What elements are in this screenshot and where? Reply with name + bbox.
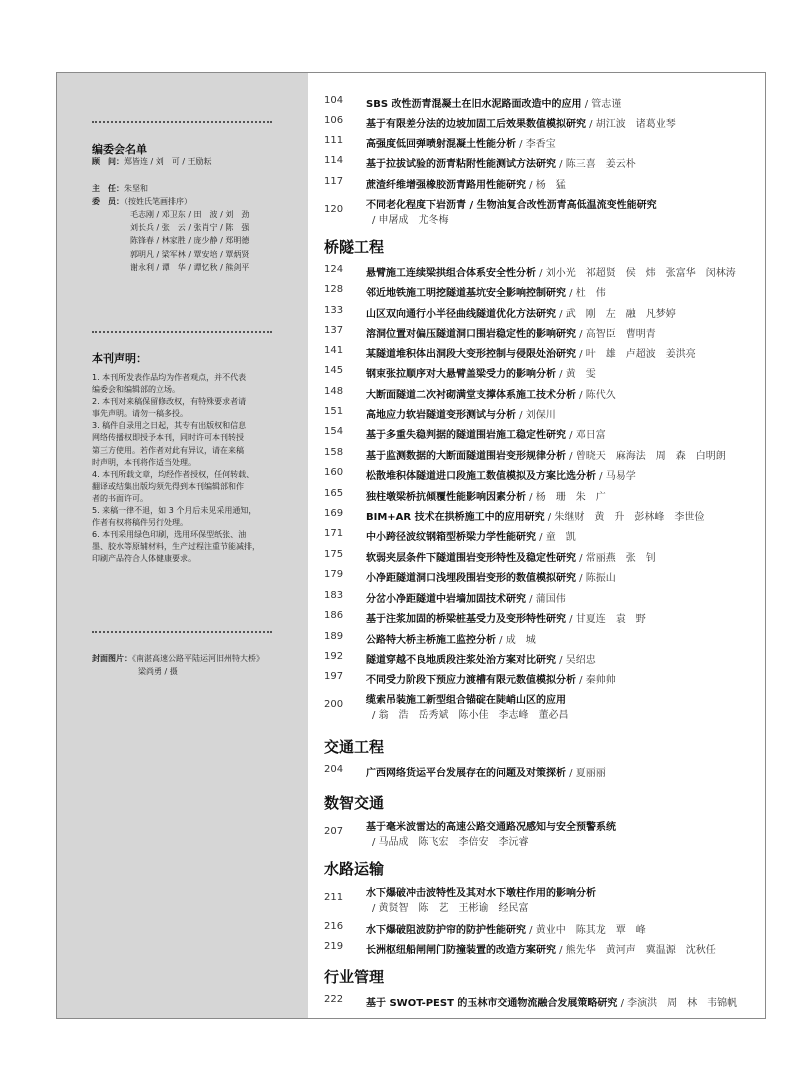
article-title: 高地应力软岩隧道变形测试与分析 bbox=[366, 410, 516, 421]
cover-credit: 梁尚勇 / 摄 bbox=[138, 667, 178, 676]
page-number: 104 bbox=[324, 95, 344, 106]
page-number: 192 bbox=[324, 651, 344, 662]
page-number: 171 bbox=[324, 528, 344, 539]
page-number: 124 bbox=[324, 264, 344, 275]
article-authors: / 熊先华 黄河声 冀温源 沈秋任 bbox=[556, 945, 716, 956]
page-number: 204 bbox=[324, 764, 344, 775]
members-label: 委 员： bbox=[92, 197, 124, 206]
page-number: 137 bbox=[324, 325, 344, 336]
page-number: 175 bbox=[324, 549, 344, 560]
director-line bbox=[92, 183, 148, 195]
declaration-line: 2. 本刊对来稿保留修改权，有特殊要求者请 bbox=[92, 397, 247, 407]
article-authors: / 管志谨 bbox=[581, 99, 622, 110]
page-number: 158 bbox=[324, 447, 344, 458]
page-number: 211 bbox=[324, 892, 344, 903]
page-number: 183 bbox=[324, 590, 344, 601]
members-note: （按姓氏笔画排序） bbox=[124, 197, 192, 206]
article-title: 基于毫米波雷达的高速公路交通路况感知与安全预警系统 bbox=[366, 822, 616, 833]
article-authors: / 陈代久 bbox=[576, 390, 616, 401]
article-title: 独柱墩梁桥抗倾覆性能影响因素分析 bbox=[366, 492, 526, 503]
article-authors: / 刘小光 祁超贤 侯 炜 张富华 闵林涛 bbox=[536, 268, 736, 279]
declaration-line: 5. 来稿一律不退，如 3 个月后未见采用通知， bbox=[92, 506, 257, 516]
article-title: 悬臂施工连续梁拱组合体系安全性分析 bbox=[366, 268, 536, 279]
article-authors: / 甘夏连 袁 野 bbox=[566, 614, 646, 625]
section-heading: 交通工程 bbox=[324, 738, 385, 756]
article-authors: / 陈振山 bbox=[576, 573, 616, 584]
advisor-line bbox=[92, 156, 212, 168]
article-title: 长洲枢纽船闸闸门防撞装置的改造方案研究 bbox=[366, 945, 556, 956]
page-number: 111 bbox=[324, 135, 344, 146]
article-authors: / 叶 雄 卢超波 姜洪亮 bbox=[576, 349, 696, 360]
article-title: 缆索吊装施工新型组合锚碇在陡峭山区的应用 bbox=[366, 695, 566, 706]
page-number: 160 bbox=[324, 467, 344, 478]
declaration-line: 者的书面许可。 bbox=[92, 493, 148, 503]
declaration-line: 事先声明。请勿一稿多投。 bbox=[92, 409, 188, 419]
divider-dots bbox=[92, 121, 272, 123]
director-label: 主 任： bbox=[92, 184, 124, 193]
article-authors: / 成 城 bbox=[496, 635, 536, 646]
page-number: 148 bbox=[324, 386, 344, 397]
article-title: 软弱夹层条件下隧道围岩变形特性及稳定性研究 bbox=[366, 553, 576, 564]
article-authors: / 胡江波 诸葛业琴 bbox=[586, 119, 676, 130]
article-authors: / 朱继财 黄 升 彭林峰 李世俭 bbox=[544, 512, 705, 523]
page-number: 133 bbox=[324, 305, 344, 316]
declaration-line: 墨、胶水等原辅材料，生产过程注重节能减排， bbox=[92, 542, 260, 552]
article-title: 基于 SWOT-PEST 的玉林市交通物流融合发展策略研究 bbox=[366, 998, 618, 1009]
article-title: 基于注浆加固的桥梁桩基受力及变形特性研究 bbox=[366, 614, 566, 625]
page-number: 200 bbox=[324, 699, 344, 710]
members-row: 毛志刚 / 邓卫东 / 田 波 / 刘 劲 bbox=[130, 210, 250, 219]
page-number: 114 bbox=[324, 155, 344, 166]
cover-label: 封面图片： bbox=[92, 654, 132, 663]
article-authors: / 吴绍忠 bbox=[556, 655, 596, 666]
declaration-title: 本刊声明： bbox=[92, 352, 147, 365]
article-title: BIM+AR 技术在拱桥施工中的应用研究 bbox=[366, 512, 545, 523]
article-title: 隧道穿越不良地质段注浆处治方案对比研究 bbox=[366, 655, 556, 666]
article-authors: / 马品成 陈飞宏 李倍安 李沅睿 bbox=[372, 837, 529, 848]
declaration-line: 翻译或结集出版均须先得到本刊编辑部和作 bbox=[92, 481, 244, 491]
section-heading: 数智交通 bbox=[324, 794, 385, 812]
cover-credit-block bbox=[92, 652, 264, 678]
page-number: 106 bbox=[324, 115, 344, 126]
director-name: 朱坚和 bbox=[124, 184, 148, 193]
article-title: 基于拉拔试验的沥青粘附性能测试方法研究 bbox=[366, 159, 556, 170]
article-title: 某隧道堆积体出洞段大变形控制与侵限处治研究 bbox=[366, 349, 576, 360]
article-title: 基于有限差分法的边坡加固工后效果数值模拟研究 bbox=[366, 119, 586, 130]
declaration-line: 第三方使用。若作者对此有异议，请在来稿 bbox=[92, 445, 244, 455]
page-number: 151 bbox=[324, 406, 344, 417]
article-title: 不同受力阶段下预应力渡槽有限元数值模拟分析 bbox=[366, 675, 576, 686]
page-number: 141 bbox=[324, 345, 344, 356]
page-number: 117 bbox=[324, 176, 344, 187]
cover-line bbox=[92, 652, 264, 665]
page-number: 219 bbox=[324, 941, 344, 952]
article-title: SBS 改性沥青混凝土在旧水泥路面改造中的应用 bbox=[366, 99, 582, 110]
article-title: 公路特大桥主桥施工监控分析 bbox=[366, 635, 496, 646]
declaration-line: 网络传播权即授予本刊，同时许可本刊转授 bbox=[92, 433, 244, 443]
article-authors: / 李香宝 bbox=[516, 139, 556, 150]
declaration-line: 时声明，本刊将作适当处理。 bbox=[92, 457, 196, 467]
article-title: 中小跨径波纹钢箱型桥梁力学性能研究 bbox=[366, 532, 536, 543]
article-authors: / 秦帅帅 bbox=[576, 675, 616, 686]
article-authors: / 黄业中 陈其龙 覃 峰 bbox=[526, 925, 646, 936]
members-row: 陈锋春 / 林家胜 / 庞少静 / 郑明德 bbox=[130, 236, 250, 245]
page-number: 128 bbox=[324, 284, 344, 295]
page-number: 216 bbox=[324, 921, 344, 932]
article-title: 分岔小净距隧道中岩墙加固技术研究 bbox=[366, 594, 526, 605]
article-authors: / 曾晓天 麻海法 周 森 白明朗 bbox=[566, 451, 726, 462]
declaration-line: 编委会和编辑部的立场。 bbox=[92, 385, 180, 395]
members-row: 刘长兵 / 张 云 / 张肖宁 / 陈 强 bbox=[130, 223, 250, 232]
article-title: 基于多重失稳判据的隧道围岩施工稳定性研究 bbox=[366, 430, 566, 441]
section-heading: 水路运输 bbox=[324, 860, 385, 878]
divider-dots bbox=[92, 331, 272, 333]
article-title: 基于监测数据的大断面隧道围岩变形规律分析 bbox=[366, 451, 566, 462]
declaration-line: 作者有权将稿件另行处理。 bbox=[92, 518, 188, 528]
page-number: 154 bbox=[324, 426, 344, 437]
article-authors: / 杨 珊 朱 广 bbox=[526, 492, 606, 503]
members-row: 郭明凡 / 梁军林 / 覃安培 / 覃炳贤 bbox=[130, 250, 250, 259]
article-authors: / 申屠成 尤冬梅 bbox=[372, 215, 449, 226]
page-number: 179 bbox=[324, 569, 344, 580]
article-authors: / 刘保川 bbox=[516, 410, 556, 421]
article-authors: / 黄贤智 陈 艺 王彬谕 经民富 bbox=[372, 903, 529, 914]
declaration-line: 印刷产品符合人体健康要求。 bbox=[92, 554, 196, 564]
article-title: 大断面隧道二次衬砌满堂支撑体系施工技术分析 bbox=[366, 390, 576, 401]
article-title: 小净距隧道洞口浅埋段围岩变形的数值模拟研究 bbox=[366, 573, 576, 584]
article-authors: / 黄 雯 bbox=[556, 369, 596, 380]
article-title: 钢束张拉顺序对大悬臂盖梁受力的影响分析 bbox=[366, 369, 556, 380]
article-authors: / 夏丽丽 bbox=[566, 768, 606, 779]
article-authors: / 李演洪 周 林 韦锦帆 bbox=[617, 998, 738, 1009]
section-heading: 行业管理 bbox=[324, 968, 385, 986]
article-authors: / 陈三喜 姜云朴 bbox=[556, 159, 636, 170]
page-number: 189 bbox=[324, 631, 344, 642]
article-authors: / 邓日富 bbox=[566, 430, 606, 441]
page-number: 197 bbox=[324, 671, 344, 682]
advisor-label: 顾 问： bbox=[92, 157, 124, 166]
members-row: 谢永利 / 谭 华 / 谭忆秋 / 熊剑平 bbox=[130, 263, 250, 272]
article-title: 水下爆破阻波防护帘的防护性能研究 bbox=[366, 925, 526, 936]
section-heading: 桥隧工程 bbox=[324, 238, 385, 256]
article-title: 广西网络货运平台发展存在的问题及对策探析 bbox=[366, 768, 566, 779]
article-title: 不同老化程度下岩沥青 / 生物油复合改性沥青高低温流变性能研究 bbox=[366, 200, 657, 211]
advisor-names: 郑皆连 / 刘 可 / 王励耘 bbox=[124, 157, 212, 166]
article-authors: / 杨 猛 bbox=[526, 180, 566, 191]
page-number: 186 bbox=[324, 610, 344, 621]
article-title: 邻近地铁施工明挖隧道基坑安全影响控制研究 bbox=[366, 288, 566, 299]
article-authors: / 马易学 bbox=[596, 471, 636, 482]
editorial-board-title: 编委会名单 bbox=[92, 143, 147, 156]
declaration-line: 6. 本刊采用绿色印刷，选用环保型纸张、油 bbox=[92, 530, 247, 540]
article-title: 高强度低回弹喷射混凝土性能分析 bbox=[366, 139, 516, 150]
page-number: 145 bbox=[324, 365, 344, 376]
article-title: 溶洞位置对偏压隧道洞口围岩稳定性的影响研究 bbox=[366, 329, 576, 340]
page-number: 169 bbox=[324, 508, 344, 519]
article-authors: / 常丽燕 张 钊 bbox=[576, 553, 656, 564]
article-authors: / 武 刚 左 融 凡梦婷 bbox=[556, 309, 676, 320]
article-authors: / 高智臣 曹明青 bbox=[576, 329, 656, 340]
members-line bbox=[92, 196, 192, 208]
article-title: 蔗渣纤维增强橡胶沥青路用性能研究 bbox=[366, 180, 526, 191]
declaration-line: 4. 本刊所载文章，均经作者授权，任何转载、 bbox=[92, 469, 255, 479]
divider-dots bbox=[92, 631, 272, 633]
article-authors: / 蒲国伟 bbox=[526, 594, 566, 605]
cover-title: 《南湛高速公路平陆运河旧州特大桥》 bbox=[132, 654, 264, 663]
article-title: 水下爆破冲击波特性及其对水下墩柱作用的影响分析 bbox=[366, 888, 596, 899]
page-number: 222 bbox=[324, 994, 344, 1005]
declaration-text bbox=[92, 372, 274, 566]
page-number: 120 bbox=[324, 204, 344, 215]
article-title: 松散堆积体隧道进口段施工数值模拟及方案比选分析 bbox=[366, 471, 596, 482]
article-authors: / 童 凯 bbox=[536, 532, 576, 543]
declaration-line: 3. 稿件自录用之日起，其专有出版权和信息 bbox=[92, 421, 247, 431]
declaration-line: 1. 本刊所发表作品均为作者观点，并不代表 bbox=[92, 373, 247, 382]
page-number: 165 bbox=[324, 488, 344, 499]
article-authors: / 翁 浩 岳秀斌 陈小佳 李志峰 董必昌 bbox=[372, 710, 569, 721]
article-authors: / 杜 伟 bbox=[566, 288, 606, 299]
article-title: 山区双向通行小半径曲线隧道优化方法研究 bbox=[366, 309, 556, 320]
page-number: 207 bbox=[324, 826, 344, 837]
